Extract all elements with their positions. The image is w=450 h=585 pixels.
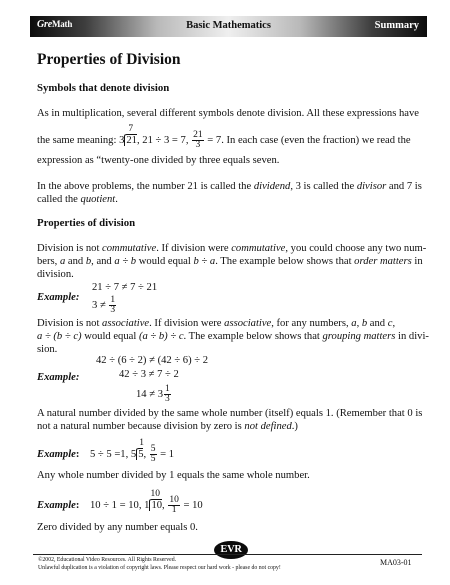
fraction: $\frac{5}{5}$ (150, 444, 156, 464)
paragraph-line: A natural number divided by the same whole number (itself) equals 1. (Remember that 0 is (37, 408, 423, 419)
header-section-label: Summary (374, 20, 419, 31)
paragraph-line: In the above problems, the number 21 is called the dividend, 3 is called the divisor and 7 is (37, 181, 422, 192)
division-notation-line: the same meaning: 3 $\frac{7}{21}$, 21 ÷ 3 = 7, $\frac{21}{3}$ = 7. In each case (even the fraction) we read the (37, 123, 411, 150)
example-equation: 3 ≠ $\frac{1}{3}$ (92, 295, 116, 315)
page-title: Properties of Division (37, 51, 181, 68)
paragraph-line: a ÷ (b ÷ c) would equal (a ÷ b) ÷ c. The example below shows that grouping matters in divi- (37, 331, 429, 342)
long-division-symbol: $\frac{1}{5}$ (138, 437, 144, 460)
fraction: $\frac{1}{3}$ (165, 384, 170, 404)
paragraph-line: sion. (37, 344, 58, 355)
example-label: Example: (37, 372, 80, 383)
section-heading-properties: Properties of division (37, 217, 136, 229)
example-equation: 42 ÷ 3 ≠ 7 ÷ 2 (119, 369, 179, 380)
paragraph-line: division. (37, 269, 74, 280)
example-row: Example: 10 ÷ 1 = 10, 1 $\frac{10}{10}$, $\frac{10}{1}$ = 10 (37, 488, 203, 515)
footer-divider (33, 554, 422, 555)
fraction: $\frac{21}{3}$ (193, 130, 203, 150)
paragraph-line: Zero divided by any number equals 0. (37, 522, 198, 533)
example-equation: 14 ≠ 3 $\frac{1}{3}$ (136, 384, 170, 404)
evr-logo: EVR (214, 541, 248, 559)
long-division-symbol: $\frac{7}{21}$ (126, 123, 137, 146)
paragraph-line: As in multiplication, several different symbols denote division. All these expressions have (37, 108, 419, 119)
header-band (30, 16, 427, 37)
fraction: $\frac{10}{1}$ (169, 495, 179, 515)
paragraph-line: bers, a and b, and a ÷ b would equal b ÷ a. The example below shows that order matters in (37, 256, 423, 267)
header-title: Basic Mathematics (186, 20, 271, 31)
example-equation: 42 ÷ (6 ÷ 2) ≠ (42 ÷ 6) ÷ 2 (96, 355, 209, 366)
paragraph-line: Any whole number divided by 1 equals the same whole number. (37, 470, 310, 481)
example-equation: 21 ÷ 7 ≠ 7 ÷ 21 (92, 282, 158, 293)
page-id: MA03-01 (380, 558, 412, 567)
section-heading-symbols: Symbols that denote division (37, 82, 170, 94)
paragraph-line: Division is not associative. If division were associative, for any numbers, a, b and c, (37, 318, 396, 329)
paragraph-line: not a natural number because division by zero is not defined.) (37, 421, 298, 432)
example-label: Example: (37, 292, 80, 303)
paragraph-line: Division is not commutative. If division were commutative, you could choose any two num- (37, 243, 427, 254)
example-row: Example: 5 ÷ 5 =1, 5 $\frac{1}{5}$, $\frac{5}{5}$ = 1 (37, 437, 175, 464)
fraction: $\frac{1}{3}$ (110, 295, 116, 315)
long-division-symbol: $\frac{10}{10}$ (150, 488, 163, 511)
footer-copyright: ©2002, Educational Video Resources. All Rights Reserved. (38, 557, 177, 563)
paragraph-line: expression as “twenty-one divided by three equals seven. (37, 155, 280, 166)
paragraph-line: called the quotient. (37, 194, 118, 205)
footer-warning: Unlawful duplication is a violation of copyright laws. Please respect our hard work - please do not copy! (38, 565, 281, 571)
gre-math-logo: GreMath (37, 19, 73, 30)
